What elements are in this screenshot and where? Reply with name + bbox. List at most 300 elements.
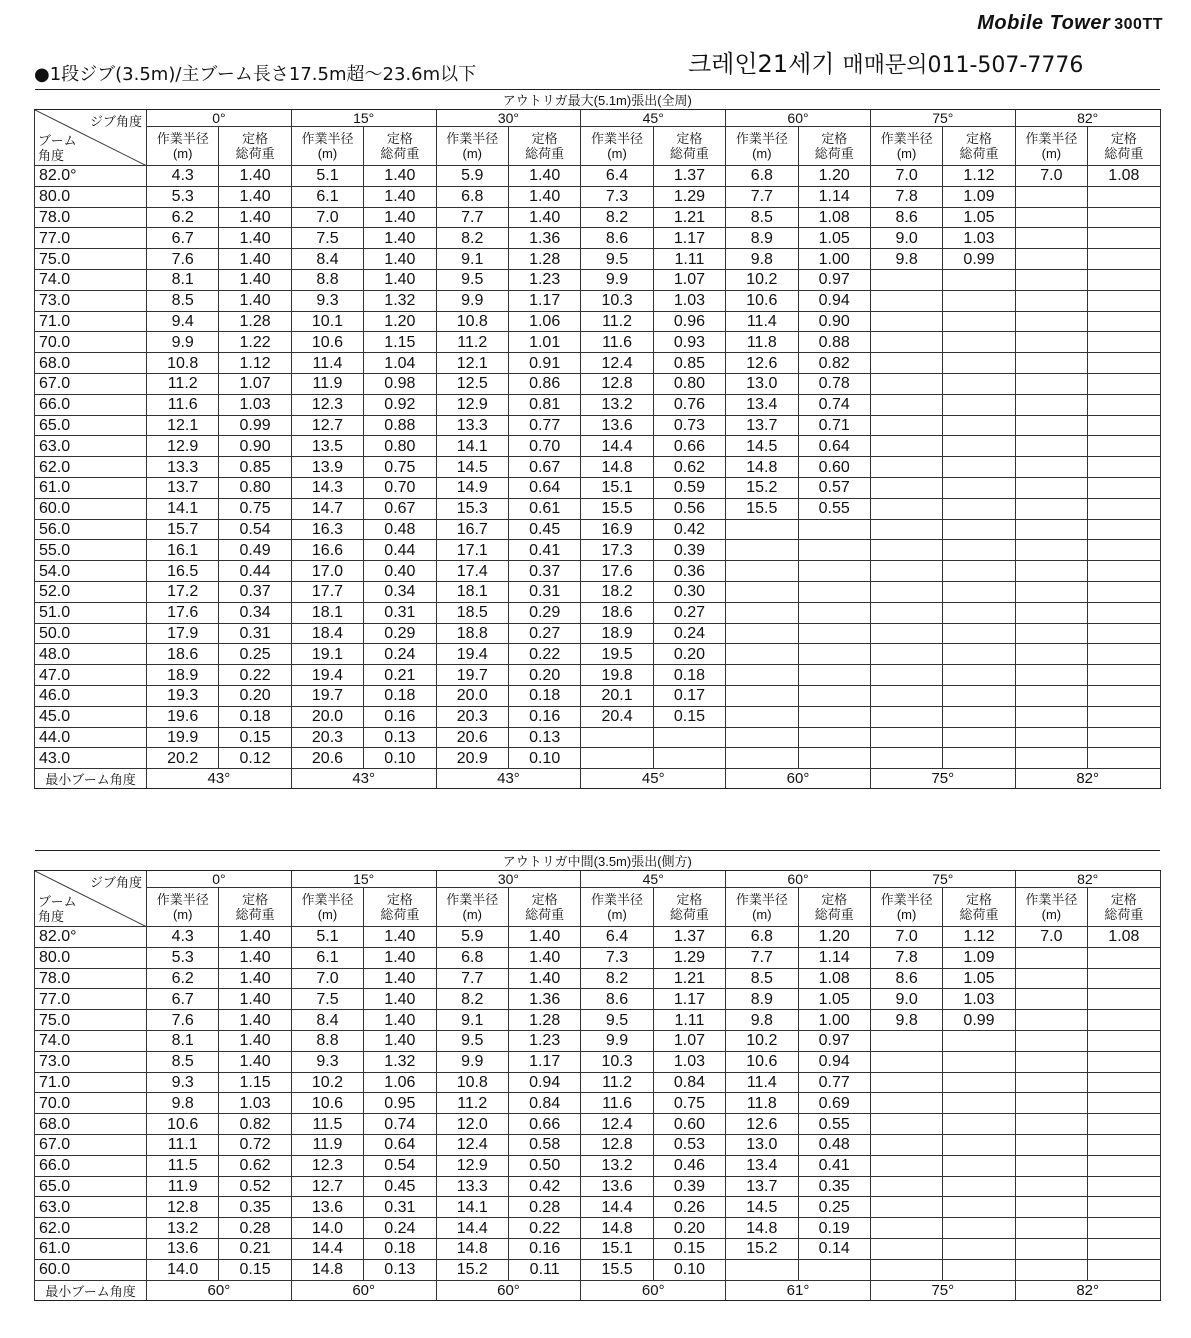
- table-row: [35, 1238, 1161, 1259]
- radius-cell: 9.8: [870, 1010, 942, 1031]
- load-cell: 1.03: [219, 394, 291, 415]
- jib-angle-3: 45°: [581, 871, 726, 888]
- load-cell: 0.18: [508, 685, 580, 706]
- radius-cell: 7.3: [581, 186, 653, 207]
- load-cell: 0.29: [508, 602, 580, 623]
- load-cell: 0.80: [219, 477, 291, 498]
- radius-cell: 8.4: [291, 1010, 363, 1031]
- load-cell: 0.54: [219, 519, 291, 540]
- radius-cell: [726, 685, 798, 706]
- load-cell: 0.69: [798, 1093, 870, 1114]
- load-cell: [943, 1134, 1015, 1155]
- jib-angle-4: 60°: [726, 871, 871, 888]
- radius-cell: [726, 581, 798, 602]
- radius-cell: 17.9: [147, 623, 219, 644]
- radius-cell: 14.5: [726, 436, 798, 457]
- rated-label: 定格: [676, 892, 703, 907]
- load-cell: 0.84: [508, 1093, 580, 1114]
- load-cell: 1.40: [364, 1030, 436, 1051]
- min-boom-angle-value: 75°: [870, 769, 1015, 789]
- min-boom-angle-value: 60°: [436, 1280, 581, 1300]
- radius-cell: 10.6: [726, 1051, 798, 1072]
- load-cell: [1088, 623, 1161, 644]
- table-row: [35, 394, 1161, 415]
- min-boom-angle-value: 75°: [870, 1280, 1015, 1300]
- load-cell: 1.04: [364, 353, 436, 374]
- load-cell: [943, 415, 1015, 436]
- load-cell: [1088, 1134, 1161, 1155]
- radius-cell: 12.6: [726, 1114, 798, 1135]
- radius-cell: [870, 457, 942, 478]
- radius-cell: [1015, 623, 1087, 644]
- radius-cell: 12.4: [581, 1114, 653, 1135]
- radius-cell: 5.9: [436, 927, 508, 948]
- rated-load-header: [653, 127, 725, 166]
- boom-angle-label-1: ブーム: [38, 894, 77, 909]
- load-cell: [1088, 1051, 1161, 1072]
- load-cell: 1.21: [653, 968, 725, 989]
- radius-cell: 16.7: [436, 519, 508, 540]
- unit-label: (m): [172, 907, 193, 922]
- load-cell: [1088, 540, 1161, 561]
- radius-cell: 9.5: [581, 1010, 653, 1031]
- radius-cell: 13.9: [291, 457, 363, 478]
- radius-cell: 7.0: [1015, 927, 1087, 948]
- load-cell: [943, 1072, 1015, 1093]
- load-cell: [798, 581, 870, 602]
- load-cell: 0.85: [653, 353, 725, 374]
- table-row: [35, 1259, 1161, 1280]
- load-cell: 0.49: [219, 540, 291, 561]
- radius-cell: 12.3: [291, 394, 363, 415]
- radius-cell: 4.3: [147, 166, 219, 187]
- boom-angle-label-2: 角度: [38, 909, 65, 924]
- radius-cell: 18.9: [147, 665, 219, 686]
- table-row: [35, 581, 1161, 602]
- radius-cell: 11.2: [436, 1093, 508, 1114]
- boom-angle-cell: 61.0: [35, 477, 147, 498]
- radius-cell: [870, 373, 942, 394]
- load-cell: 1.40: [219, 186, 291, 207]
- radius-cell: [1015, 1197, 1087, 1218]
- radius-cell: 6.7: [147, 989, 219, 1010]
- radius-cell: [1015, 706, 1087, 727]
- radius-cell: 20.6: [436, 727, 508, 748]
- load-cell: 1.23: [508, 269, 580, 290]
- boom-angle-cell: 77.0: [35, 989, 147, 1010]
- load-cell: 1.40: [219, 968, 291, 989]
- table-row: [35, 665, 1161, 686]
- radius-cell: 13.6: [581, 1176, 653, 1197]
- rated-load-header: [364, 888, 436, 927]
- radius-cell: [870, 748, 942, 769]
- unit-label: (m): [317, 146, 338, 161]
- table-row: [35, 1010, 1161, 1031]
- radius-cell: [870, 1114, 942, 1135]
- work-radius-label: 作業半径: [735, 131, 788, 146]
- boom-angle-cell: 70.0: [35, 332, 147, 353]
- boom-angle-cell: 62.0: [35, 457, 147, 478]
- radius-cell: 10.8: [147, 353, 219, 374]
- radius-cell: [726, 727, 798, 748]
- load-cell: 0.96: [653, 311, 725, 332]
- radius-cell: 6.4: [581, 927, 653, 948]
- load-cell: 0.41: [798, 1155, 870, 1176]
- load-cell: [1088, 1259, 1161, 1280]
- radius-cell: [1015, 1134, 1087, 1155]
- load-cell: 0.99: [219, 415, 291, 436]
- load-cell: 1.20: [798, 927, 870, 948]
- min-boom-angle-value: 82°: [1015, 1280, 1160, 1300]
- min-boom-angle-row: [35, 769, 1161, 789]
- radius-cell: 8.1: [147, 1030, 219, 1051]
- load-cell: [943, 290, 1015, 311]
- load-cell: [1088, 644, 1161, 665]
- radius-cell: 10.8: [436, 1072, 508, 1093]
- table-row: [35, 1134, 1161, 1155]
- radius-cell: [870, 394, 942, 415]
- radius-cell: [1015, 311, 1087, 332]
- table-row: [35, 1197, 1161, 1218]
- radius-cell: 15.7: [147, 519, 219, 540]
- table-row: [35, 968, 1161, 989]
- load-cell: 1.05: [798, 989, 870, 1010]
- boom-angle-cell: 67.0: [35, 373, 147, 394]
- load-cell: [798, 727, 870, 748]
- work-radius-header: [726, 127, 798, 166]
- load-cell: 0.13: [364, 727, 436, 748]
- load-cell: 0.88: [798, 332, 870, 353]
- radius-cell: 20.3: [436, 706, 508, 727]
- load-cell: 0.28: [508, 1197, 580, 1218]
- radius-cell: 8.6: [870, 207, 942, 228]
- header-corner: [35, 871, 147, 927]
- total-load-label: 総荷重: [1104, 907, 1144, 922]
- radius-cell: 7.5: [291, 228, 363, 249]
- load-cell: 1.36: [508, 228, 580, 249]
- radius-cell: 9.3: [291, 1051, 363, 1072]
- boom-angle-cell: 70.0: [35, 1093, 147, 1114]
- table-row: [35, 706, 1161, 727]
- jib-angle-row: [35, 871, 1161, 888]
- work-radius-header: [436, 127, 508, 166]
- load-cell: 1.40: [508, 947, 580, 968]
- radius-cell: [870, 332, 942, 353]
- load-cell: [1088, 602, 1161, 623]
- rated-load-header: [798, 888, 870, 927]
- radius-cell: 16.6: [291, 540, 363, 561]
- min-boom-angle-value: 43°: [147, 769, 292, 789]
- radius-cell: [1015, 477, 1087, 498]
- work-radius-header: [870, 127, 942, 166]
- load-cell: 0.58: [508, 1134, 580, 1155]
- table-row: [35, 415, 1161, 436]
- load-cell: 0.20: [653, 1218, 725, 1239]
- table-row: [35, 269, 1161, 290]
- table-row: [35, 207, 1161, 228]
- load-cell: 0.25: [798, 1197, 870, 1218]
- boom-angle-cell: 66.0: [35, 1155, 147, 1176]
- radius-cell: 16.5: [147, 561, 219, 582]
- radius-cell: [1015, 1114, 1087, 1135]
- work-radius-label: 作業半径: [301, 131, 354, 146]
- load-cell: 0.42: [508, 1176, 580, 1197]
- load-cell: 0.48: [364, 519, 436, 540]
- load-cell: 1.09: [943, 186, 1015, 207]
- jib-angle-label: ジブ角度: [89, 114, 142, 129]
- load-cell: [1088, 373, 1161, 394]
- radius-cell: [726, 644, 798, 665]
- radius-cell: [726, 706, 798, 727]
- load-cell: 0.22: [508, 644, 580, 665]
- jib-angle-5: 75°: [870, 110, 1015, 127]
- unit-label: (m): [607, 146, 627, 161]
- radius-cell: [870, 1051, 942, 1072]
- table-row: [35, 1155, 1161, 1176]
- load-cell: 0.98: [364, 373, 436, 394]
- boom-angle-cell: 54.0: [35, 561, 147, 582]
- table-row: [35, 1176, 1161, 1197]
- radius-cell: 8.2: [436, 989, 508, 1010]
- load-cell: 0.62: [653, 457, 725, 478]
- load-cell: [943, 1259, 1015, 1280]
- rated-label: 定格: [531, 131, 558, 146]
- page-title: ●1段ジブ(3.5m)/主ブーム長さ17.5m超～23.6m以下: [34, 64, 477, 85]
- load-cell: 1.05: [943, 968, 1015, 989]
- radius-cell: 14.0: [147, 1259, 219, 1280]
- load-cell: [1088, 249, 1161, 270]
- boom-angle-cell: 73.0: [35, 290, 147, 311]
- unit-label: (m): [1041, 907, 1062, 922]
- load-cell: [1088, 353, 1161, 374]
- load-cell: 0.31: [364, 602, 436, 623]
- load-cell: 0.77: [508, 415, 580, 436]
- load-cell: 0.55: [798, 1114, 870, 1135]
- jib-angle-1: 15°: [291, 871, 436, 888]
- radius-cell: 14.7: [291, 498, 363, 519]
- table-row: [35, 540, 1161, 561]
- radius-cell: [870, 623, 942, 644]
- load-cell: 1.09: [943, 947, 1015, 968]
- load-cell: [1088, 1093, 1161, 1114]
- load-cell: [1088, 332, 1161, 353]
- radius-cell: [1015, 353, 1087, 374]
- load-cell: 0.94: [798, 1051, 870, 1072]
- load-cell: 0.64: [364, 1134, 436, 1155]
- radius-cell: [870, 1259, 942, 1280]
- radius-cell: 12.7: [291, 415, 363, 436]
- load-cell: 0.90: [798, 311, 870, 332]
- radius-cell: 14.4: [581, 436, 653, 457]
- radius-cell: 9.5: [581, 249, 653, 270]
- radius-cell: 8.9: [726, 228, 798, 249]
- load-cell: 1.40: [364, 249, 436, 270]
- load-cell: 0.59: [653, 477, 725, 498]
- load-cell: [1088, 1030, 1161, 1051]
- rated-label: 定格: [821, 892, 848, 907]
- load-cell: 1.28: [508, 1010, 580, 1031]
- rated-label: 定格: [1110, 131, 1137, 146]
- min-boom-angle-value: 60°: [581, 1280, 726, 1300]
- radius-cell: [870, 727, 942, 748]
- table-row: [35, 166, 1161, 187]
- radius-cell: [1015, 685, 1087, 706]
- load-cell: 1.00: [798, 1010, 870, 1031]
- radius-cell: 10.6: [726, 290, 798, 311]
- load-cell: [1088, 436, 1161, 457]
- total-load-label: 総荷重: [669, 146, 709, 161]
- radius-cell: [1015, 373, 1087, 394]
- radius-cell: 14.8: [581, 1218, 653, 1239]
- load-cell: 0.99: [943, 249, 1015, 270]
- work-radius-label: 作業半径: [446, 131, 499, 146]
- load-cell: 0.13: [508, 727, 580, 748]
- load-cell: [1088, 1155, 1161, 1176]
- work-radius-label: 作業半径: [1025, 892, 1078, 907]
- radius-cell: [870, 1072, 942, 1093]
- radius-cell: [870, 685, 942, 706]
- load-cell: 1.03: [943, 989, 1015, 1010]
- boom-angle-cell: 73.0: [35, 1051, 147, 1072]
- jib-angle-2: 30°: [436, 871, 581, 888]
- radius-cell: 12.4: [581, 353, 653, 374]
- min-boom-angle-value: 43°: [291, 769, 436, 789]
- load-cell: 0.19: [798, 1218, 870, 1239]
- load-cell: [798, 540, 870, 561]
- work-radius-header: [291, 127, 363, 166]
- radius-cell: 14.8: [726, 457, 798, 478]
- load-cell: 0.16: [364, 706, 436, 727]
- jib-angle-6: 82°: [1015, 871, 1160, 888]
- radius-cell: 11.9: [291, 373, 363, 394]
- radius-cell: 10.3: [581, 290, 653, 311]
- load-cell: 1.40: [364, 269, 436, 290]
- jib-angle-0: 0°: [147, 871, 292, 888]
- radius-cell: [870, 415, 942, 436]
- radius-cell: [1015, 498, 1087, 519]
- load-cell: [1088, 1238, 1161, 1259]
- table-row: [35, 519, 1161, 540]
- table-row: [35, 290, 1161, 311]
- load-cell: 1.40: [364, 927, 436, 948]
- boom-angle-cell: 77.0: [35, 228, 147, 249]
- radius-cell: 11.6: [581, 1093, 653, 1114]
- radius-cell: [870, 561, 942, 582]
- radius-cell: 20.1: [581, 685, 653, 706]
- unit-label: (m): [752, 146, 772, 161]
- load-cell: [1088, 1114, 1161, 1135]
- radius-cell: [870, 706, 942, 727]
- load-cell: [1088, 1176, 1161, 1197]
- boom-angle-cell: 82.0°: [35, 927, 147, 948]
- load-cell: 0.27: [508, 623, 580, 644]
- work-radius-header: [147, 127, 219, 166]
- boom-angle-cell: 65.0: [35, 415, 147, 436]
- load-cell: [1088, 394, 1161, 415]
- load-cell: 0.18: [364, 685, 436, 706]
- total-load-label: 総荷重: [959, 146, 999, 161]
- load-cell: 0.60: [653, 1114, 725, 1135]
- load-cell: 0.75: [219, 498, 291, 519]
- boom-angle-cell: 74.0: [35, 1030, 147, 1051]
- load-cell: 0.64: [508, 477, 580, 498]
- brand-model: 300TT: [1114, 16, 1163, 33]
- load-cell: 0.62: [219, 1155, 291, 1176]
- load-cell: 0.18: [653, 665, 725, 686]
- load-cell: 0.55: [798, 498, 870, 519]
- radius-cell: 6.4: [581, 166, 653, 187]
- table-row: [35, 1093, 1161, 1114]
- boom-angle-cell: 50.0: [35, 623, 147, 644]
- jib-angle-4: 60°: [726, 110, 871, 127]
- radius-cell: 9.8: [726, 1010, 798, 1031]
- load-cell: 1.07: [653, 269, 725, 290]
- load-cell: 0.84: [653, 1072, 725, 1093]
- load-cell: 0.77: [798, 1072, 870, 1093]
- load-cell: [653, 748, 725, 769]
- load-cell: [1088, 269, 1161, 290]
- load-cell: [943, 1197, 1015, 1218]
- boom-angle-cell: 71.0: [35, 1072, 147, 1093]
- load-cell: 0.15: [219, 1259, 291, 1280]
- load-cell: [1088, 477, 1161, 498]
- load-cell: 1.00: [798, 249, 870, 270]
- load-cell: [943, 332, 1015, 353]
- radius-cell: 14.9: [436, 477, 508, 498]
- unit-label: (m): [317, 907, 338, 922]
- radius-cell: 9.9: [436, 1051, 508, 1072]
- load-cell: 0.10: [653, 1259, 725, 1280]
- table-row: [35, 748, 1161, 769]
- work-radius-label: 作業半径: [880, 131, 933, 146]
- radius-cell: [1015, 1218, 1087, 1239]
- load-cell: 1.40: [508, 166, 580, 187]
- total-load-label: 総荷重: [525, 907, 565, 922]
- load-cell: 0.81: [508, 394, 580, 415]
- radius-cell: [726, 748, 798, 769]
- work-radius-header: [581, 127, 653, 166]
- radius-cell: [1015, 457, 1087, 478]
- rated-load-header: [508, 888, 580, 927]
- radius-cell: [870, 269, 942, 290]
- load-cell: [943, 1238, 1015, 1259]
- load-cell: 1.03: [219, 1093, 291, 1114]
- radius-cell: 14.1: [147, 498, 219, 519]
- boom-angle-cell: 44.0: [35, 727, 147, 748]
- radius-cell: [726, 519, 798, 540]
- load-cell: 0.31: [219, 623, 291, 644]
- boom-angle-cell: 55.0: [35, 540, 147, 561]
- unit-label: (m): [607, 907, 627, 922]
- radius-cell: [726, 540, 798, 561]
- load-cell: 0.31: [508, 581, 580, 602]
- radius-cell: 13.7: [147, 477, 219, 498]
- load-cell: 0.90: [219, 436, 291, 457]
- load-cell: 0.57: [798, 477, 870, 498]
- load-cell: 0.15: [653, 1238, 725, 1259]
- radius-cell: [1015, 1072, 1087, 1093]
- boom-angle-cell: 45.0: [35, 706, 147, 727]
- table-row: [35, 1072, 1161, 1093]
- load-cell: 1.28: [219, 311, 291, 332]
- radius-cell: 12.5: [436, 373, 508, 394]
- radius-cell: 12.1: [147, 415, 219, 436]
- radius-cell: 11.2: [581, 1072, 653, 1093]
- total-load-label: 総荷重: [669, 907, 709, 922]
- load-cell: 1.40: [219, 166, 291, 187]
- load-cell: 0.94: [508, 1072, 580, 1093]
- radius-cell: 18.6: [147, 644, 219, 665]
